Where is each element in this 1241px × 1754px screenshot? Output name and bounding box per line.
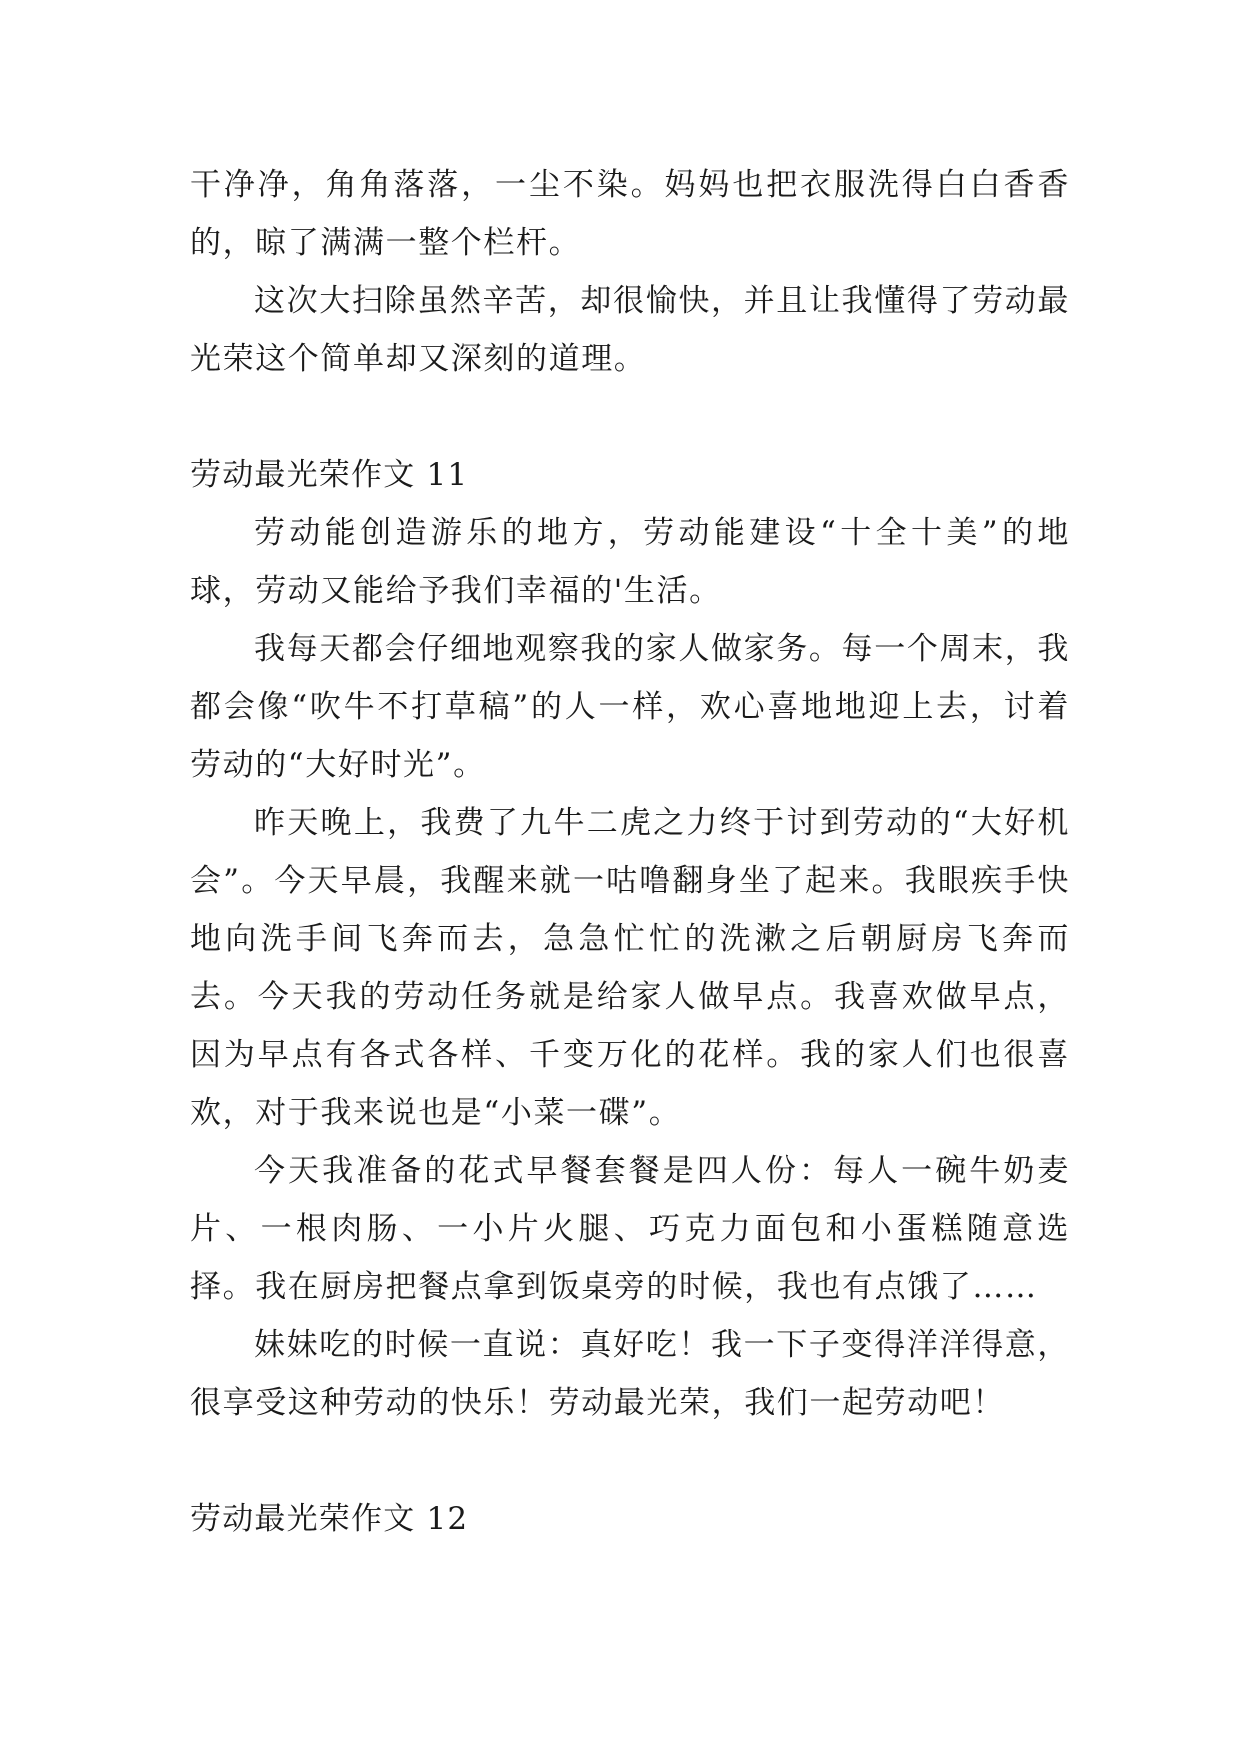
paragraph-conclusion: 这次大扫除虽然辛苦，却很愉快，并且让我懂得了劳动最光荣这个简单却又深刻的道理。 <box>190 283 1070 377</box>
paragraph: 今天我准备的花式早餐套餐是四人份：每人一碗牛奶麦片、一根肉肠、一小片火腿、巧克力面包和小蛋糕随意选择。我在厨房把餐点拿到饭桌旁的时候，我也有点饿了…… <box>190 1153 1070 1305</box>
paragraph-continued: 干净净，角角落落，一尘不染。妈妈也把衣服洗得白白香香的，晾了满满一整个栏杆。 <box>190 167 1070 261</box>
paragraph: 妹妹吃的时候一直说：真好吃！我一下子变得洋洋得意，很享受这种劳动的快乐！劳动最光荣，我们一起劳动吧！ <box>190 1327 1070 1421</box>
document-body <box>190 156 1070 1548</box>
section-heading-11: 劳动最光荣作文 11 <box>190 457 469 493</box>
section-spacer <box>190 388 1070 446</box>
paragraph: 我每天都会仔细地观察我的家人做家务。每一个周末，我都会像“吹牛不打草稿”的人一样，欢心喜地地迎上去，讨着劳动的“大好时光”。 <box>190 631 1070 783</box>
paragraph: 劳动能创造游乐的地方，劳动能建设“十全十美”的地球，劳动又能给予我们幸福的'生活。 <box>190 515 1070 609</box>
paragraph: 昨天晚上，我费了九牛二虎之力终于讨到劳动的“大好机会”。今天早晨，我醒来就一咕噜翻身坐了起来。我眼疾手快地向洗手间飞奔而去，急急忙忙的洗漱之后朝厨房飞奔而去。今天我的劳动任务就是给家人做早点。我喜欢做早点，因为早点有各式各样、千变万化的花样。我的家人们也很喜欢，对于我来说也是“小菜一碟”。 <box>190 805 1070 1131</box>
section-spacer <box>190 1432 1070 1490</box>
section-heading-12: 劳动最光荣作文 12 <box>190 1501 469 1537</box>
